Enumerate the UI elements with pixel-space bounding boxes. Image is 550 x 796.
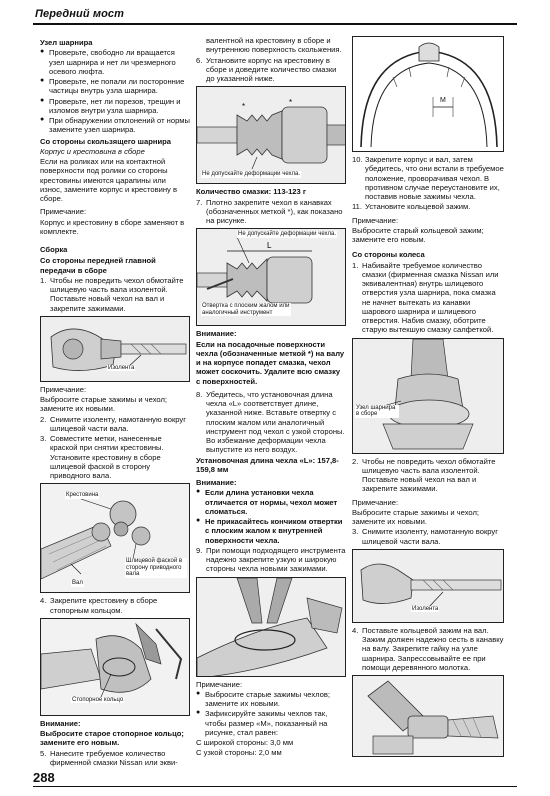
m-dimension-narrow: С узкой стороны: 2,0 мм	[196, 748, 282, 758]
note-label: Примечание:	[352, 497, 399, 507]
step-5: 5. Нанесите требуемое количество фирменной смазки Nissan или экви-	[40, 748, 178, 767]
list-item: ● Проверьте, не попали ли посторонние частицы внутрь узла шарнира.	[40, 77, 190, 96]
list-item: ● Проверьте, свободно ли вращается узел шарнира и нет ли чрезмерного осевого люфта.	[40, 48, 190, 76]
steps-list	[196, 546, 346, 574]
figure-clamp-dimension	[352, 36, 504, 152]
steps-list	[352, 155, 504, 212]
heading-sliding-joint: Со стороны скользящего шарнира	[40, 136, 171, 146]
page-header	[33, 7, 517, 25]
column-middle	[196, 36, 346, 759]
figure-boot-length	[196, 228, 346, 326]
fig-label-tape: Изолента	[108, 364, 135, 371]
step-8: 8. Убедитесь, что установочная длина чехла «L» соответствует длине, указанной ниже. Вставьте отвертку с плоским жалом или аналогичный инструмент под чехол с узкой стороны. Во избежание деформации чехла выпустите из него воздух.	[196, 389, 345, 455]
steps-list	[352, 626, 504, 672]
figure-boot-install	[196, 86, 346, 184]
step-3: 3. Совместите метки, нанесенные краской при снятии крестовины. Установите крестовину в сборе шлицевой фаской в сторону приводного вала.	[40, 434, 164, 480]
footer-rule	[33, 786, 517, 787]
steps-list	[40, 596, 190, 615]
step-9: 9. При помощи подходящего инструмента надежно закрепите узкую и широкую стороны чехла новыми зажимами.	[196, 545, 346, 574]
steps-list	[352, 457, 504, 494]
fig-label-screwdriver: Отвертка с плоским жалом или аналогичный инструмент	[202, 303, 290, 316]
warning-label: Внимание:	[196, 478, 237, 487]
svg-text:*: *	[242, 102, 246, 112]
figure-snap-ring	[40, 618, 190, 716]
fig-label-no-deform-2: Не допускайте деформации чехла.	[238, 231, 337, 238]
steps-list	[352, 527, 504, 546]
paragraph: валентной на крестовину в сборе и внутреннюю поверхность скольжения.	[206, 36, 342, 55]
step-1: 1. Чтобы не повредить чехол обмотайте шлицевую часть вала изолентой. Поставьте новый чехол на вал и закрепите зажимами.	[40, 275, 184, 313]
figure-tape-shaft	[40, 316, 190, 382]
steps-list	[196, 198, 346, 226]
boot-length-spec: Установочная длина чехла «L»: 157,8-159,8 мм	[196, 455, 339, 474]
figure-tape-shaft-wheel	[352, 549, 504, 623]
step-10: 10. Закрепите корпус и вал, затем убедитесь, что они встали в требуемое положение, проворачивая чехол. В противном случае переустановите их, поставив новые зажимы чехла.	[352, 155, 504, 201]
list-item: ● При обнаружении отклонений от нормы замените узел шарнира.	[40, 116, 190, 135]
note-label: Примечание:	[40, 384, 87, 394]
svg-text:L: L	[267, 241, 272, 251]
list-item: ● Проверьте, нет ли порезов, трещин и изломов внутри узла шарнира.	[40, 97, 190, 116]
note-label: Примечание:	[352, 215, 399, 225]
column-left	[40, 36, 190, 768]
subheading-housing: Корпус и крестовина в сборе	[40, 146, 145, 156]
steps-list	[196, 56, 346, 84]
page-number: 288	[33, 770, 55, 785]
fig-label-shaft: Вал	[72, 580, 83, 587]
m-dimension-wide: С широкой стороны: 3,0 мм	[196, 738, 294, 747]
note-text: Выбросите старые зажимы и чехол; замените их новыми.	[352, 507, 479, 526]
note-list	[196, 690, 346, 737]
warning-label: Внимание:	[196, 329, 237, 339]
fig-label-no-deform: Не допускайте деформации чехла.	[202, 171, 301, 178]
heading-assembly: Сборка	[40, 245, 68, 254]
column-right	[352, 36, 504, 760]
fig-label-spline-chamfer: Шлицевой фаской в сторону приводного вала	[125, 558, 187, 578]
figure-clamp-tool	[196, 577, 346, 677]
steps-list	[352, 261, 504, 335]
note-label: Примечание:	[40, 207, 87, 217]
step-w4: 4. Поставьте кольцевой зажим на вал. Зажим должен надежно сесть в канавку на валу. Закрепите гайку на узле шарнира. Запрессовывайте ее при помощи деревянного молотка.	[352, 625, 504, 672]
note-label: Примечание:	[196, 679, 243, 689]
step-11: 11. Установите кольцевой зажим.	[352, 202, 471, 212]
list-item: ● Зафиксируйте зажимы чехлов так, чтобы размер «М», показанный на рисунке, стал равен:	[196, 709, 346, 737]
step-w3: 3. Снимите изоленту, намотанную вокруг шлицевой части вала.	[352, 527, 498, 546]
step-6: 6. Установите корпус на крестовину в сборе и доведите количество смазки до указанной ниже.	[196, 55, 337, 83]
list-item: ● Выбросите старые зажимы чехлов; замените их новыми.	[196, 690, 346, 709]
heading-final-drive-side: Со стороны передней главной передачи в сборе	[40, 256, 156, 275]
step-w2: 2. Чтобы не повредить чехол обмотайте шлицевую часть вала изолентой. Поставьте новый чехол на вал и закрепите зажимами.	[352, 456, 496, 494]
steps-list	[40, 415, 190, 481]
note-text: Выбросите старый кольцевой зажим; замените его новым.	[352, 225, 484, 244]
heading-wheel-side: Со стороны колеса	[352, 250, 425, 260]
list-item: ● Не прикасайтесь кончиком отвертки с плоским жалом к внутренней поверхности чехла.	[196, 517, 346, 545]
heading-joint: Узел шарнира	[40, 38, 93, 47]
fig-label-snap-ring: Стопорное кольцо	[72, 696, 124, 703]
steps-list	[40, 276, 190, 313]
note-text: Корпус и крестовину в сборе заменяют в комплекте.	[40, 217, 185, 236]
warning-text: Выбросите старое стопорное кольцо; замените его новым.	[40, 729, 184, 748]
fig-label-tape-2: Изолента	[412, 605, 439, 612]
step-2: 2. Снимите изоленту, намотанную вокруг шлицевой части вала.	[40, 414, 186, 433]
fig-label-spider: Крестовина	[66, 492, 99, 499]
warning-list	[196, 488, 346, 545]
warning-text: Если на посадочные поверхности чехла (обозначенные меткой *) на валу и на корпусе попадет смазка, чехол может соскочить. Удалите всю смазку с поверхностей.	[196, 339, 345, 386]
figure-spider	[40, 483, 190, 593]
steps-list	[196, 390, 346, 455]
warning-label: Внимание:	[40, 718, 81, 728]
joint-checks	[40, 48, 190, 134]
fig-label-joint-assembly: Узел шарнира в сборе	[355, 405, 399, 418]
grease-quantity: Количество смазки: 113-123 г	[196, 187, 307, 197]
figure-grease-joint	[352, 338, 504, 454]
svg-text:*: *	[289, 98, 293, 108]
fig-label-m: M	[440, 97, 446, 104]
section-title: Передний мост	[35, 8, 124, 20]
step-4: 4. Закрепите крестовину в сборе стопорным кольцом.	[40, 596, 158, 615]
figure-hammer-joint	[352, 675, 504, 757]
step-7: 7. Плотно закрепите чехол в канавках (обозначенных меткой *), как показано на рисунке.	[196, 197, 343, 225]
steps-list	[40, 749, 190, 768]
step-w1: 1. Набивайте требуемое количество смазки (фирменная смазка Nissan или эквивалентная) внутрь шлицевого отверстия узла шарнира, пока смазка не начнет вытекать из канавки шарового шарнира и шлицевого отверстия. Набив смазку, оботрите старую вытекшую смазку салфеткой.	[352, 260, 499, 335]
note-text: Выбросите старые зажимы и чехол; замените их новыми.	[40, 395, 167, 414]
paragraph: Если на роликах или на контактной поверхности под ролики со стороны крестовины имеются царапины или износ, замените корпус и крестовину в сборе.	[40, 157, 177, 203]
list-item: ● Если длина установки чехла отличается от нормы, чехол может сломаться.	[196, 488, 346, 516]
